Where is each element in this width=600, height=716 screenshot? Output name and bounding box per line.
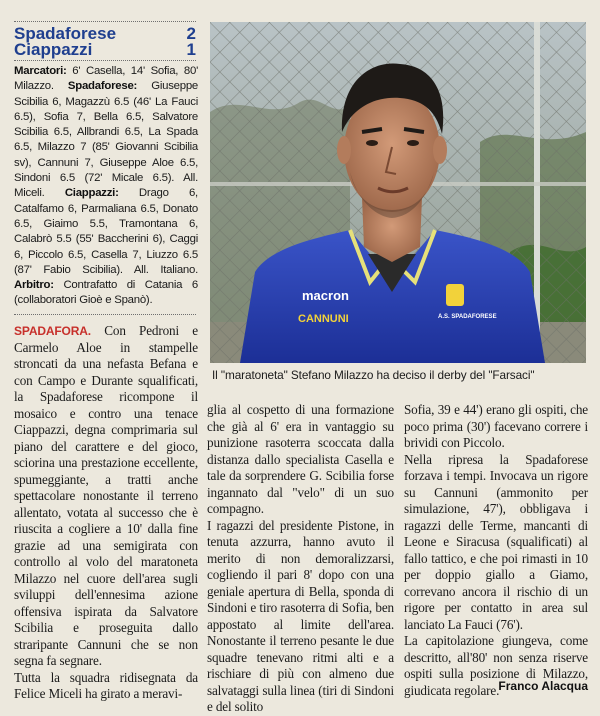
jersey-brand-logo: macron	[302, 288, 349, 303]
ciappazzi-lineup-text: Drago 6, Catalfamo 6, Parmaliana 6.5, Donato 6.5, Giaimo 5.5, Tramontana 6, Calabrò 5.5 (55' Baccherini 6), Caggi 6, Piccolo 6.5, Casella 7, Liuzzo 6.5 (87' Fabio Scibilia). All. Italiano.	[14, 187, 198, 276]
jersey-badge-text: A.S. SPADAFORESE	[438, 314, 497, 320]
arbitro-text: Contrafatto di Catania 6 (collaboratori Gioè e Spanò).	[14, 279, 198, 307]
scoreboard-top-divider	[14, 21, 196, 22]
marcatori-label: Marcatori:	[14, 65, 67, 77]
arbitro-label: Arbitro:	[14, 279, 54, 292]
away-team-name: Ciappazzi	[14, 40, 93, 59]
article-col3-paragraph-1: Sofia, 39 e 44') erano gli ospiti, che poco prima (30') facevano correre i brividi con Piccolo.	[404, 402, 588, 450]
article-col2-paragraph-1: glia al cospetto di una formazione che già al 6' era in vantaggio su punizione rasoterra scoccata dalla distanza dallo specialista Casella e tale da sorprendere G. Scibilia forse ingannato dal "velo" di un suo compagno.	[207, 402, 394, 516]
article-byline: Franco Alacqua	[498, 679, 588, 693]
article-dateline: SPADAFORA.	[14, 324, 91, 338]
match-report-box	[14, 64, 198, 309]
article-col1-paragraph: Con Pedroni e Carmelo Aloe in stampelle stroncati da una nefasta Befana e con Campo e Durante squalificati, la Spadaforese ricompone il mosaico e contro una tenace Ciappazzi, degna comprimaria sul piano del carattere e del gioco, sciorina una prestazione eccellente, spumeggiante, a tratti anche spettacolare nonostante il terreno allentato, votata al successo che è riuscita a cogliere a 10' dalla fine grazie ad una semigirata con controllo al volo del maratoneta Milazzo nel cuore dell'area sugli sviluppi dell'ennesima azione offensiva ispirata da Salvatore Scibilia e proseguita dallo straripante Cannuni che se non segna fa segnare.	[14, 323, 198, 668]
article-column-3	[404, 402, 588, 699]
jersey-badge-icon	[446, 284, 464, 306]
spadaforese-lineup-text: Giuseppe Scibilia 6, Magazzù 6.5 (46' La Fauci 6.5), Sofia 7, Bella 6.5, Salvatore Scibilia 6.5, Allbrandi 6.5, La Spada 6.5, Milazzo 7 (85' Giovanni Scibilia sv), Cannuni 7, Giuseppe Aloe 6.5, Sindoni 6.5 (72' Micale 6.5). All. Miceli.	[14, 80, 198, 200]
article-col1-paragraph-2: Tutta la squadra ridisegnata da Felice Miceli ha girato a meravi-	[14, 669, 198, 701]
photo-caption: Il "maratoneta" Stefano Milazzo ha deciso il derby del "Farsaci"	[212, 368, 535, 382]
spadaforese-lineup-label: Spadaforese:	[67, 80, 138, 93]
home-team-name: Spadaforese	[14, 24, 117, 43]
away-team-score: 1	[186, 40, 196, 59]
article-column-2	[207, 402, 394, 716]
article-col3-paragraph-2: Nella ripresa la Spadaforese forzava i tempi. Invocava un rigore su Cannuni (ammonito per simulazione, 47'), obbligava i ragazzi delle Terme, mancanti di Leone e Siracusa (squalificati) al fallo tattico, e che poi rimasti in 10 per doppio giallo a Giamo, correvano ancora il rischio di un rigore per contatto in area sul lanciato La Fauci (76').	[404, 451, 588, 632]
article-col3-paragraph-3: La capitolazione giungeva, come descritto, all'80' non senza riserve ospiti sulla posizione di Milazzo, giudicata regolare.	[404, 633, 588, 698]
player-photo	[210, 22, 586, 363]
marcatori-text: 6' Casella, 14' Sofia, 80' Milazzo.	[14, 65, 198, 93]
article-col2-paragraph-2: I ragazzi del presidente Pistone, in tenuta azzurra, hanno avuto il merito di non demoralizzarsi, cogliendo il pari 8' dopo con una geniale apertura di Bella, sponda di Sindoni e tiro rasoterra di Sofia, ben appostato al limite dell'area. Nonostante il terreno pesante le due squadre tenevano ritmi alti e a rischiare di più con almeno due salvataggi sulla linea (tiri di Sindoni e del solito	[207, 517, 394, 714]
scoreboard-divider	[14, 60, 196, 61]
report-box-bottom-divider	[14, 314, 196, 315]
ciappazzi-lineup-label: Ciappazzi:	[64, 187, 119, 200]
article-column-1	[14, 323, 198, 703]
home-team-score: 2	[186, 24, 196, 43]
jersey-sponsor-logo: CANNUNI	[298, 313, 349, 325]
